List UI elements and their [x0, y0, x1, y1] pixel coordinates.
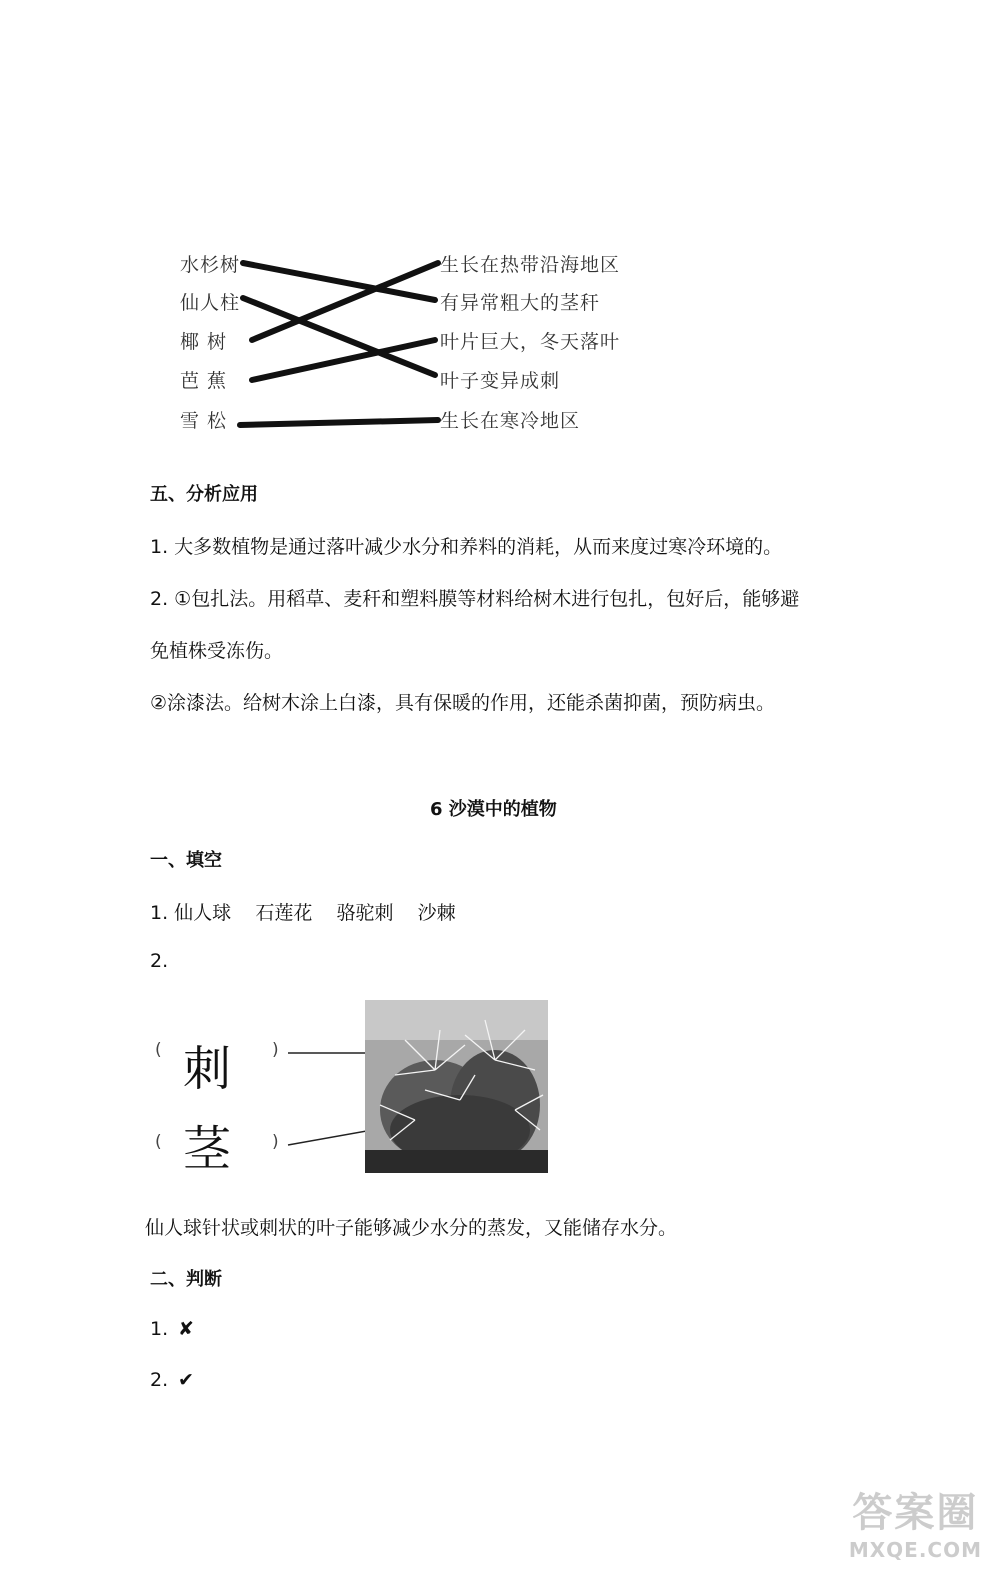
- question-number: 2.: [150, 1369, 169, 1391]
- right-item: 生长在热带沿海地区: [440, 254, 621, 276]
- label-spine: 刺: [183, 1041, 232, 1097]
- check-mark: ✔: [178, 1369, 194, 1391]
- paren-close: ): [272, 1040, 279, 1060]
- paren-open: (: [155, 1040, 162, 1060]
- section-heading-fill: 一、填空: [150, 850, 222, 871]
- answer-paragraph: 1. 仙人球 石莲花 骆驼刺 沙棘: [150, 902, 456, 924]
- question-number: 1.: [150, 1318, 169, 1340]
- lesson-title: 6 沙漠中的植物: [430, 799, 557, 820]
- left-item: 椰 树: [180, 331, 228, 353]
- answer-paragraph: 免植株受冻伤。: [150, 640, 284, 662]
- right-item: 生长在寒冷地区: [440, 410, 581, 432]
- paren-close: ): [272, 1132, 279, 1152]
- right-item: 叶子变异成刺: [440, 370, 561, 392]
- section-heading-analysis: 五、分析应用: [150, 484, 258, 505]
- answer-paragraph: ②涂漆法。给树木涂上白漆，具有保暖的作用，还能杀菌抑菌，预防病虫。: [150, 692, 776, 714]
- left-item: 水杉树: [180, 254, 241, 276]
- answer-paragraph: 仙人球针状或刺状的叶子能够减少水分的蒸发，又能储存水分。: [145, 1217, 678, 1239]
- left-item: 仙人柱: [180, 292, 241, 314]
- label-stem: 茎: [183, 1121, 232, 1177]
- cross-mark: ✘: [178, 1318, 194, 1340]
- left-item: 芭 蕉: [180, 370, 228, 392]
- watermark-url: MXQE.COM: [848, 1538, 982, 1562]
- answer-paragraph: 1. 大多数植物是通过落叶减少水分和养料的消耗，从而来度过寒冷环境的。: [150, 536, 783, 558]
- watermark: [849, 1481, 982, 1562]
- left-item: 雪 松: [180, 410, 228, 432]
- question-number: 2.: [150, 950, 169, 972]
- right-item: 有异常粗大的茎秆: [440, 292, 601, 314]
- paren-open: (: [155, 1132, 162, 1152]
- cactus-illustration: [365, 1000, 548, 1173]
- watermark-brand: 答案圈: [852, 1490, 979, 1536]
- cactus-photo: [365, 1000, 548, 1173]
- section-heading-judge: 二、判断: [150, 1269, 222, 1290]
- answer-paragraph: 2. ①包扎法。用稻草、麦秆和塑料膜等材料给树木进行包扎，包好后，能够避: [150, 588, 800, 610]
- right-item: 叶片巨大，冬天落叶: [440, 331, 621, 353]
